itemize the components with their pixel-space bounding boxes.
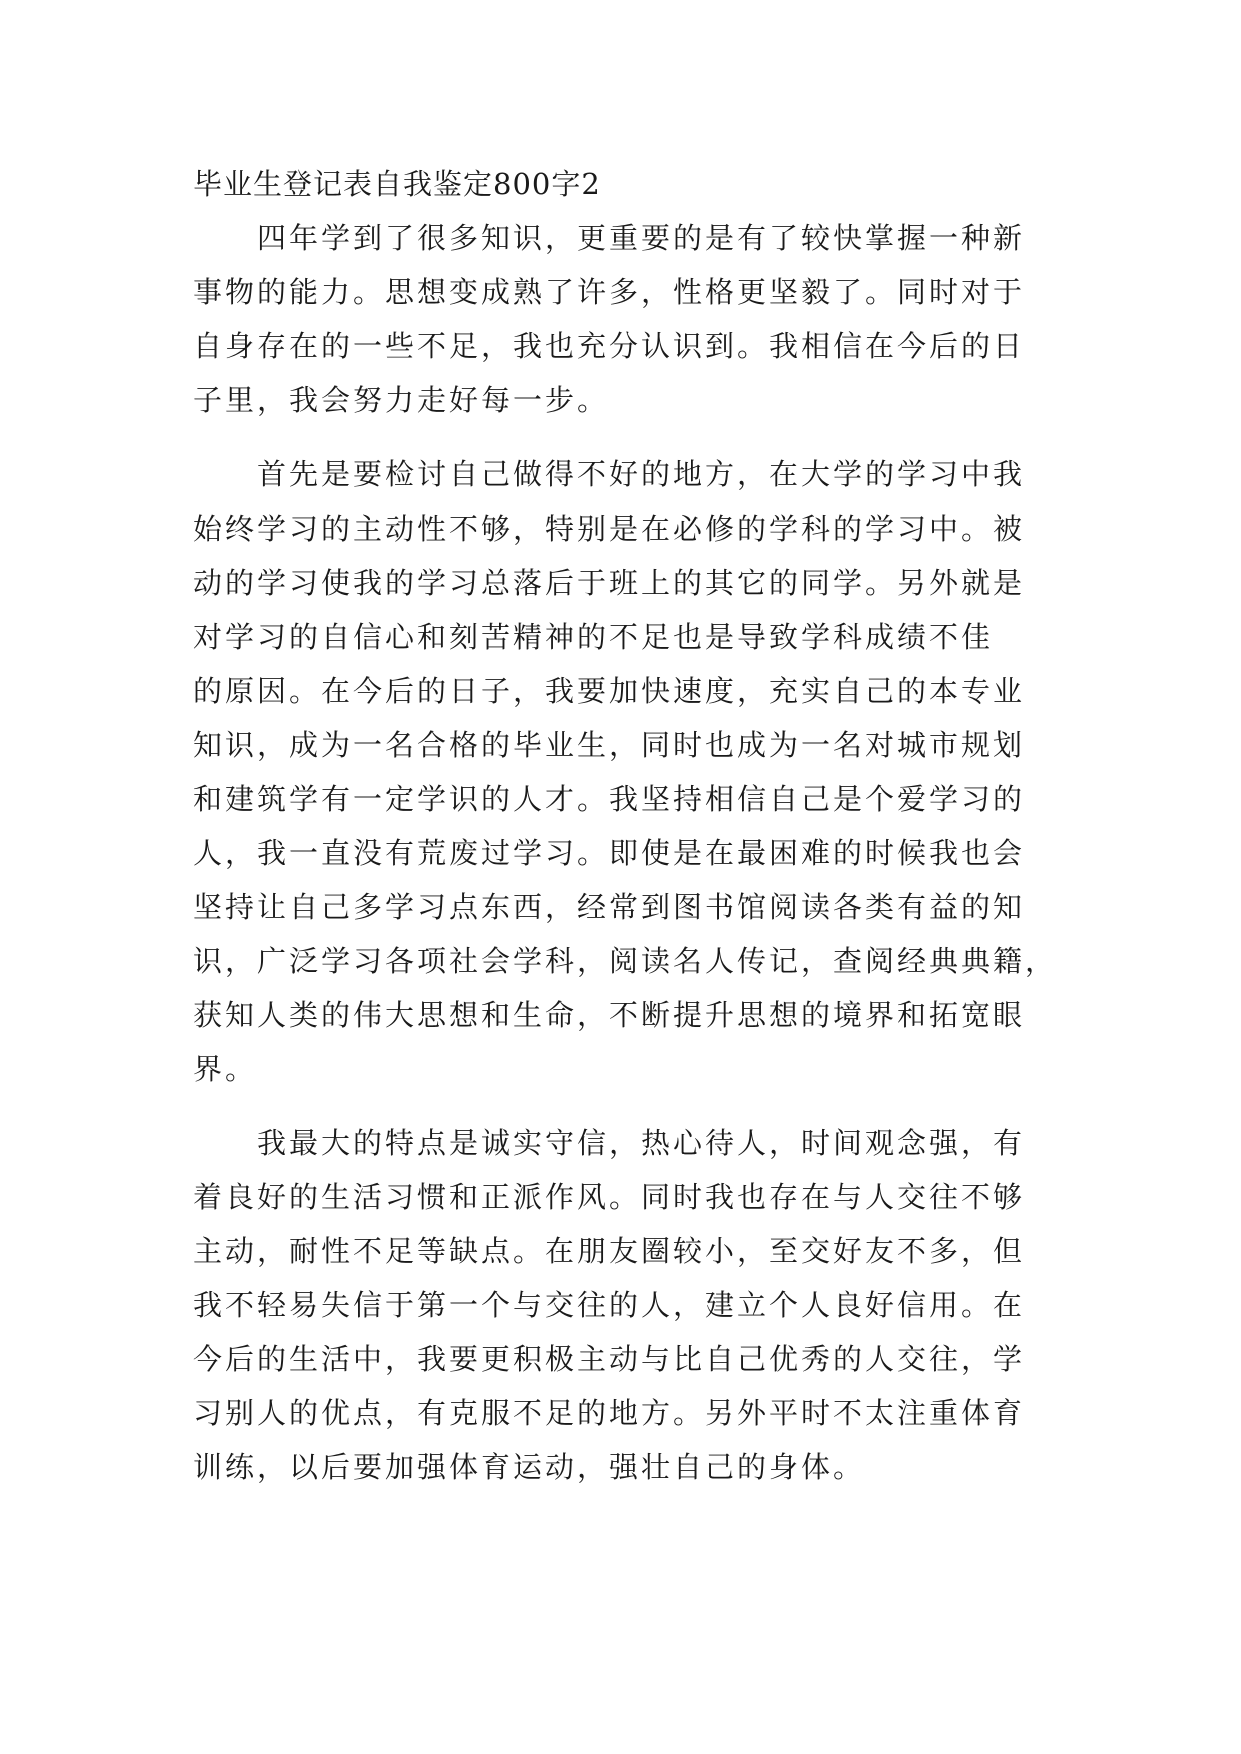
paragraph-line: 着良好的生活习惯和正派作风。同时我也存在与人交往不够	[193, 1180, 1026, 1214]
paragraph-line: 知识，成为一名合格的毕业生，同时也成为一名对城市规划	[193, 728, 1026, 762]
paragraph-line: 对学习的自信心和刻苦精神的不足也是导致学科成绩不佳	[193, 620, 994, 654]
paragraph-line: 子里，我会努力走好每一步。	[193, 383, 610, 417]
paragraph-line: 主动，耐性不足等缺点。在朋友圈较小，至交好友不多，但	[193, 1234, 1026, 1268]
paragraph-line: 界。	[193, 1052, 258, 1086]
paragraph-line: 识，广泛学习各项社会学科，阅读名人传记，查阅经典典籍，	[193, 944, 1058, 978]
paragraph-line: 和建筑学有一定学识的人才。我坚持相信自己是个爱学习的	[193, 782, 1026, 816]
paragraph-line: 我最大的特点是诚实守信，热心待人，时间观念强，有	[257, 1126, 1026, 1160]
paragraph-line: 始终学习的主动性不够，特别是在必修的学科的学习中。被	[193, 512, 1026, 546]
paragraph-line: 我不轻易失信于第一个与交往的人，建立个人良好信用。在	[193, 1288, 1026, 1322]
paragraph-line: 训练，以后要加强体育运动，强壮自己的身体。	[193, 1450, 866, 1484]
paragraph-line: 首先是要检讨自己做得不好的地方，在大学的学习中我	[257, 457, 1026, 491]
paragraph-line: 事物的能力。思想变成熟了许多，性格更坚毅了。同时对于	[193, 275, 1026, 309]
paragraph-line: 坚持让自己多学习点东西，经常到图书馆阅读各类有益的知	[193, 890, 1026, 924]
paragraph-line: 获知人类的伟大思想和生命，不断提升思想的境界和拓宽眼	[193, 998, 1026, 1032]
paragraph-line: 人，我一直没有荒废过学习。即使是在最困难的时候我也会	[193, 836, 1026, 870]
paragraph-line: 的原因。在今后的日子，我要加快速度，充实自己的本专业	[193, 674, 1026, 708]
paragraph-line: 今后的生活中，我要更积极主动与比自己优秀的人交往，学	[193, 1342, 1026, 1376]
paragraph-line: 动的学习使我的学习总落后于班上的其它的同学。另外就是	[193, 566, 1026, 600]
document-title: 毕业生登记表自我鉴定800字2	[193, 167, 601, 201]
paragraph-line: 自身存在的一些不足，我也充分认识到。我相信在今后的日	[193, 329, 1026, 363]
paragraph-line: 四年学到了很多知识，更重要的是有了较快掌握一种新	[257, 221, 1026, 255]
paragraph-line: 习别人的优点，有克服不足的地方。另外平时不太注重体育	[193, 1396, 1026, 1430]
